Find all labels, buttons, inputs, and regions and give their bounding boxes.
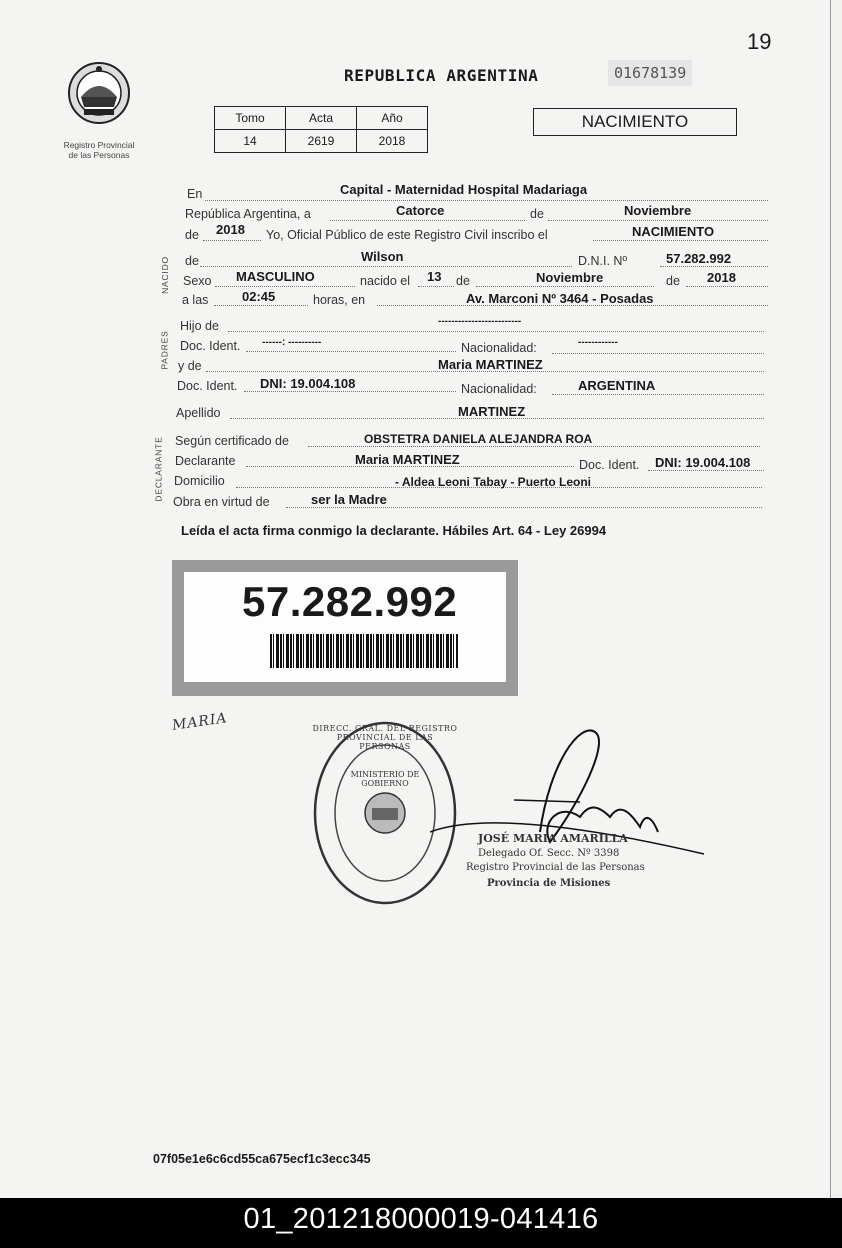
- value-name: Wilson: [361, 249, 404, 264]
- label-sexo: Sexo: [183, 274, 212, 288]
- table-header-acta: Acta: [286, 107, 357, 130]
- label-nacionalidad-mother: Nacionalidad:: [461, 382, 537, 396]
- dotted-line: [246, 351, 456, 352]
- label-en: En: [187, 187, 203, 201]
- serial-number: 01678139: [608, 60, 692, 86]
- dotted-line: [552, 353, 764, 354]
- record-table: [214, 106, 428, 153]
- value-dni: 57.282.992: [666, 251, 732, 266]
- label-doc-ident-declarant: Doc. Ident.: [579, 458, 640, 472]
- value-year: 2018: [216, 222, 245, 237]
- label-dni: D.N.I. Nº: [578, 254, 628, 268]
- label-declarante: Declarante: [175, 454, 236, 468]
- footer-file-id: 01_20121800001​9-041416: [0, 1198, 842, 1248]
- side-label-declarante: DECLARANTE: [153, 436, 164, 502]
- dotted-line: [660, 266, 768, 267]
- label-domicilio: Domicilio: [174, 474, 225, 488]
- value-mother-nat: ARGENTINA: [578, 378, 656, 393]
- dotted-line: [200, 266, 572, 267]
- label-horas-en: horas, en: [313, 293, 366, 307]
- dotted-line: [214, 305, 308, 306]
- label-a-las: a las: [182, 293, 209, 307]
- province-seal-icon: [54, 55, 144, 135]
- dotted-line: [286, 507, 762, 508]
- label-nacionalidad-father: Nacionalidad:: [461, 341, 537, 355]
- value-birth-day: 13: [427, 269, 442, 284]
- table-value-acta: 2619: [286, 130, 357, 153]
- value-month: Noviembre: [624, 203, 692, 218]
- handwritten-name: MARIA: [171, 710, 229, 734]
- officer-province: Provincia de Misiones: [487, 878, 611, 889]
- dotted-line: [244, 391, 456, 392]
- dotted-line: [476, 286, 654, 287]
- label-doc-ident-mother: Doc. Ident.: [177, 379, 238, 393]
- label-de-year: de: [666, 274, 680, 288]
- value-day-words: Catorce: [396, 203, 445, 218]
- label-y-de: y de: [178, 359, 202, 373]
- page-number: 19: [747, 29, 772, 54]
- dotted-line: [686, 286, 768, 287]
- closing-text: Leída el acta firma conmigo la declarante. Hábiles Art. 64 - Ley 26994: [181, 523, 607, 538]
- table-value-ano: 2018: [357, 130, 428, 153]
- document-hash: 07f05e1e6c6cd55ca675ecf1c3ecc345: [153, 1152, 371, 1166]
- value-by-virtue: ser la Madre: [311, 492, 387, 507]
- label-de-month: de: [456, 274, 470, 288]
- value-address: - Aldea Leoni Tabay - Puerto Leoni: [395, 475, 592, 489]
- side-label-padres: PADRES: [159, 330, 170, 370]
- label-de2: de: [185, 228, 199, 242]
- dotted-line: [648, 470, 764, 471]
- label-doc-ident-father: Doc. Ident.: [180, 339, 241, 353]
- stamp-inner-text: MINISTERIO DE GOBIERNO: [350, 770, 420, 788]
- value-birth-time: 02:45: [242, 289, 276, 304]
- value-mother: Maria MARTINEZ: [438, 357, 543, 372]
- dotted-line: [228, 331, 764, 332]
- dni-card: [172, 560, 518, 696]
- country-title: REPUBLICA ARGENTINA: [344, 66, 539, 85]
- table-header-tomo: Tomo: [215, 107, 286, 130]
- value-place: Capital - Maternidad Hospital Madariaga: [340, 182, 588, 197]
- dotted-line: [552, 394, 764, 395]
- value-declarant-doc: DNI: 19.004.108: [655, 455, 751, 470]
- label-hijo-de: Hijo de: [180, 319, 219, 333]
- dotted-line: [593, 240, 768, 241]
- dotted-line: [418, 286, 454, 287]
- dni-card-inner: [184, 572, 506, 682]
- value-surname: MARTINEZ: [458, 404, 526, 419]
- label-yo-oficial: Yo, Oficial Público de este Registro Civil inscribo el: [266, 228, 548, 242]
- value-birth-month: Noviembre: [536, 270, 604, 285]
- table-header-ano: Año: [357, 107, 428, 130]
- value-father: -------------------------: [438, 316, 522, 327]
- registry-caption-line2: de las Personas: [68, 150, 130, 160]
- dni-card-number: 57.282.992: [242, 578, 458, 625]
- label-apellido: Apellido: [176, 406, 221, 420]
- value-father-nat: ------------: [578, 337, 618, 348]
- dotted-line: [548, 220, 768, 221]
- table-value-tomo: 14: [215, 130, 286, 153]
- label-republica: República Argentina, a: [185, 207, 311, 221]
- stamp-ring-text: DIRECC. GRAL. DEL REGISTRO PROVINCIAL DE LAS PERSONAS: [312, 724, 458, 751]
- value-birth-address: Av. Marconi Nº 3464 - Posadas: [466, 291, 654, 306]
- value-sex: MASCULINO: [236, 269, 315, 284]
- dotted-line: [215, 286, 355, 287]
- value-birth-year: 2018: [707, 270, 736, 285]
- label-nacido-el: nacido el: [360, 274, 411, 288]
- value-father-doc: ------: ----------: [262, 337, 322, 348]
- document-type-box: NACIMIENTO: [533, 108, 737, 136]
- officer-name: JOSÉ MARIA AMARILLA: [478, 832, 628, 845]
- label-segun-cert: Según certificado de: [175, 434, 289, 448]
- officer-registry: Registro Provincial de las Personas: [466, 862, 645, 873]
- label-de: de: [530, 207, 544, 221]
- side-label-nacido: NACIDO: [159, 256, 170, 294]
- label-de-name: de: [185, 254, 199, 268]
- dotted-line: [203, 240, 261, 241]
- value-declarant: Maria MARTINEZ: [355, 452, 460, 467]
- value-act-type: NACIMIENTO: [632, 224, 715, 239]
- value-certificate: OBSTETRA DANIELA ALEJANDRA ROA: [364, 432, 593, 446]
- registry-emblem: [54, 55, 144, 160]
- dotted-line: [330, 220, 525, 221]
- value-mother-doc: DNI: 19.004.108: [260, 376, 356, 391]
- dotted-line: [308, 446, 760, 447]
- dotted-line: [205, 200, 768, 201]
- registry-caption-line1: Registro Provincial: [63, 140, 135, 150]
- label-obra: Obra en virtud de: [173, 495, 270, 509]
- officer-title: Delegado Of. Secc. Nº 3398: [478, 848, 620, 859]
- barcode-icon: [270, 634, 458, 668]
